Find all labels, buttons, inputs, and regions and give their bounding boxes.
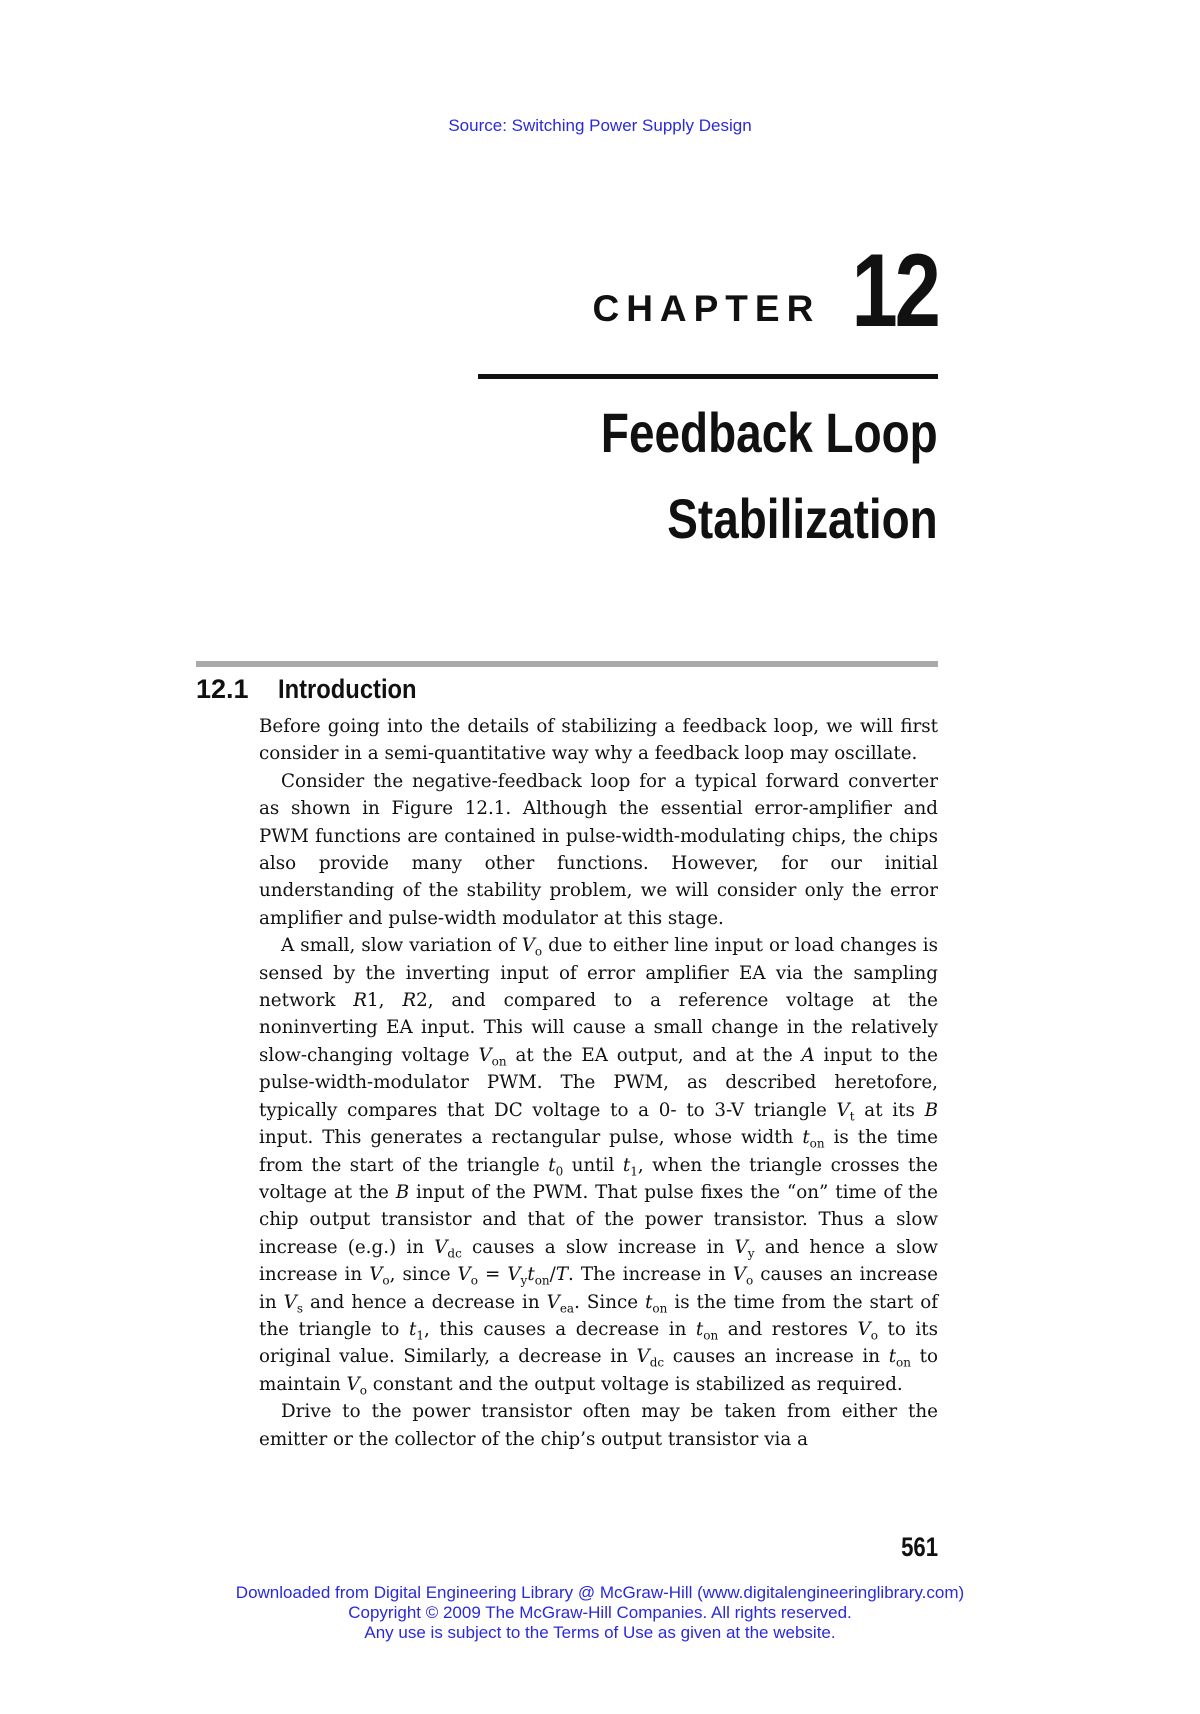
page-number: 561 [901, 1532, 938, 1562]
section-title: Introduction [278, 674, 417, 704]
paragraph-3: A small, slow variation of $V_o$ due to either line input or load changes is sensed by the inverting input of error amplifier EA via the sampling network R1, R2, and compared to a reference voltage at the noninverting EA input. This will cause a small change in the relatively slow-changing voltage $V_{on}$ at the EA output, and at the A input to the pulse-width-modulator PWM. The PWM, as described heretofore, typically compares that DC voltage to a 0- to 3-V triangle $V_t$ at its B input. This generates a rectangular pulse, whose width $t_{on}$ is the time from the start of the triangle $t_0$ until $t_1$, when the triangle crosses the voltage at the B input of the PWM. That pulse fixes the “on” time of the chip output transistor and that of the power transistor. Thus a slow increase (e.g.) in $V_{dc}$ causes a slow increase in $V_y$ and hence a slow increase in $V_o$, since $V_o = V_yt_{on}/T$. The increase in $V_o$ causes an increase in $V_s$ and hence a decrease in $V_{ea}$. Since $t_{on}$ is the time from the start of the triangle to $t_1$, this causes a decrease in $t_{on}$ and restores $V_o$ to its original value. Similarly, a decrease in $V_{dc}$ causes an increase in $t_{on}$ to maintain $V_o$ constant and the output voltage is stabilized as required. [259, 935, 939, 1398]
paragraph-4: Drive to the power transistor often may be taken from either the emitter or the collector of the chip’s output transistor via a [259, 1401, 938, 1450]
chapter-divider [478, 374, 938, 379]
section-heading [196, 674, 435, 705]
section-number: 12.1 [196, 674, 249, 704]
footer-copyright: Copyright © 2009 The McGraw-Hill Companies. All rights reserved. [348, 1603, 852, 1622]
chapter-label: CHAPTER [592, 288, 821, 329]
chapter-title-line-1: Feedback Loop [601, 401, 938, 464]
chapter-title-line-2: Stabilization [667, 487, 938, 550]
paragraph-1: Before going into the details of stabilizing a feedback loop, we will first consider in a semi-quantitative way why a feedback loop may oscillate. [259, 716, 938, 765]
paragraph-2: Consider the negative-feedback loop for a typical forward converter as shown in Figure 12.1. Although the essential error-amplifier and PWM functions are contained in pulse-width-modulating chips, the chips also provide many other functions. However, for our initial understanding of the stability problem, we will consider only the error amplifier and pulse-width modulator at this stage. [259, 770, 938, 929]
footer-download-link[interactable]: Downloaded from Digital Engineering Library @ McGraw-Hill (www.digitalengineeringlibrary.com) [235, 1583, 965, 1602]
section-divider [196, 661, 938, 667]
footer [0, 1583, 1200, 1643]
footer-terms: Any use is subject to the Terms of Use as given at the website. [364, 1623, 836, 1642]
chapter-title [601, 390, 938, 562]
chapter-heading [592, 233, 938, 349]
source-header: Source: Switching Power Supply Design [448, 116, 752, 135]
body-text [259, 713, 938, 1453]
chapter-number: 12 [851, 233, 938, 349]
